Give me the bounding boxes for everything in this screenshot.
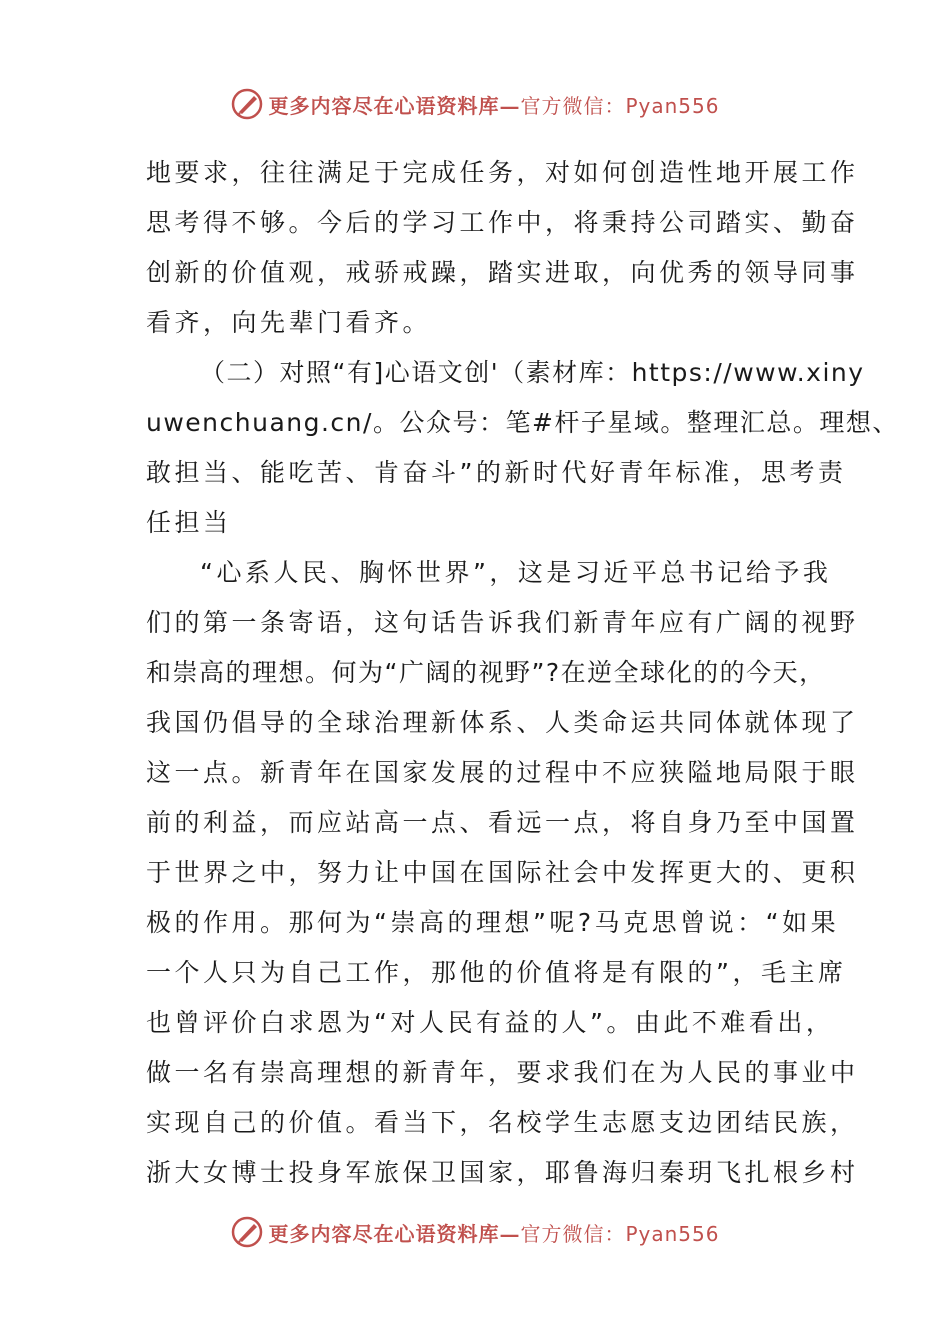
body-line: 看齐，向先辈门看齐。 (146, 308, 432, 337)
body-line: 极的作用。那何为“崇高的理想”呢?马克思曾说：“如果 (146, 908, 840, 937)
body-line: 浙大女博士投身军旅保卫国家，耶鲁海归秦玥飞扎根乡村 (146, 1158, 859, 1187)
body-line: 实现自己的价值。看当下，名校学生志愿支边团结民族， (146, 1108, 859, 1137)
section-heading-line: （二）对照“有]心语文创'（素材库：https://www.xiny (200, 358, 865, 387)
body-line: 们的第一条寄语，这句话告诉我们新青年应有广阔的视野 (146, 608, 859, 637)
footer-banner-wechat: 官方微信：Pyan556 (520, 1221, 720, 1246)
body-line: 也曾评价白求恩为“对人民有益的人”。由此不难看出， (146, 1008, 835, 1037)
body-line: 思考得不够。今后的学习工作中，将秉持公司踏实、勤奋 (146, 208, 859, 237)
header-banner-wechat: 官方微信：Pyan556 (520, 93, 720, 118)
body-line: 任担当 (146, 508, 232, 537)
footer-banner (0, 1212, 950, 1252)
body-line: 敢担当、能吃苦、肯奋斗”的新时代好青年标准，思考责 (146, 458, 847, 487)
body-line: 这一点。新青年在国家发展的过程中不应狭隘地局限于眼 (146, 758, 859, 787)
body-line: 创新的价值观，戒骄戒躁，踏实进取，向优秀的领导同事 (146, 258, 859, 287)
header-banner-text (268, 90, 719, 119)
body-line: 地要求，往往满足于完成任务，对如何创造性地开展工作 (146, 158, 859, 187)
document-body (146, 148, 899, 1198)
body-line: uwenchuang.cn/。公众号：笔#杆子星域。整理汇总。理想、 (146, 408, 899, 437)
body-line: 和崇高的理想。何为“广阔的视野”?在逆全球化的的今天， (146, 658, 826, 687)
body-line: 我国仍倡导的全球治理新体系、人类命运共同体就体现了 (146, 708, 859, 737)
header-banner (0, 84, 950, 124)
footer-banner-text (268, 1218, 719, 1247)
paragraph-start-line: “心系人民、胸怀世界”，这是习近平总书记给予我 (200, 558, 832, 587)
header-banner-main: 更多内容尽在心语资料库— (268, 93, 521, 118)
body-line: 于世界之中，努力让中国在国际社会中发挥更大的、更积 (146, 858, 859, 887)
body-line: 做一名有崇高理想的新青年，要求我们在为人民的事业中 (146, 1058, 859, 1087)
pen-logo-icon (230, 87, 264, 121)
body-line: 前的利益，而应站高一点、看远一点，将自身乃至中国置 (146, 808, 859, 837)
body-line: 一个人只为自己工作，那他的价值将是有限的”，毛主席 (146, 958, 847, 987)
footer-banner-main: 更多内容尽在心语资料库— (268, 1221, 521, 1246)
pen-logo-icon (230, 1215, 264, 1249)
